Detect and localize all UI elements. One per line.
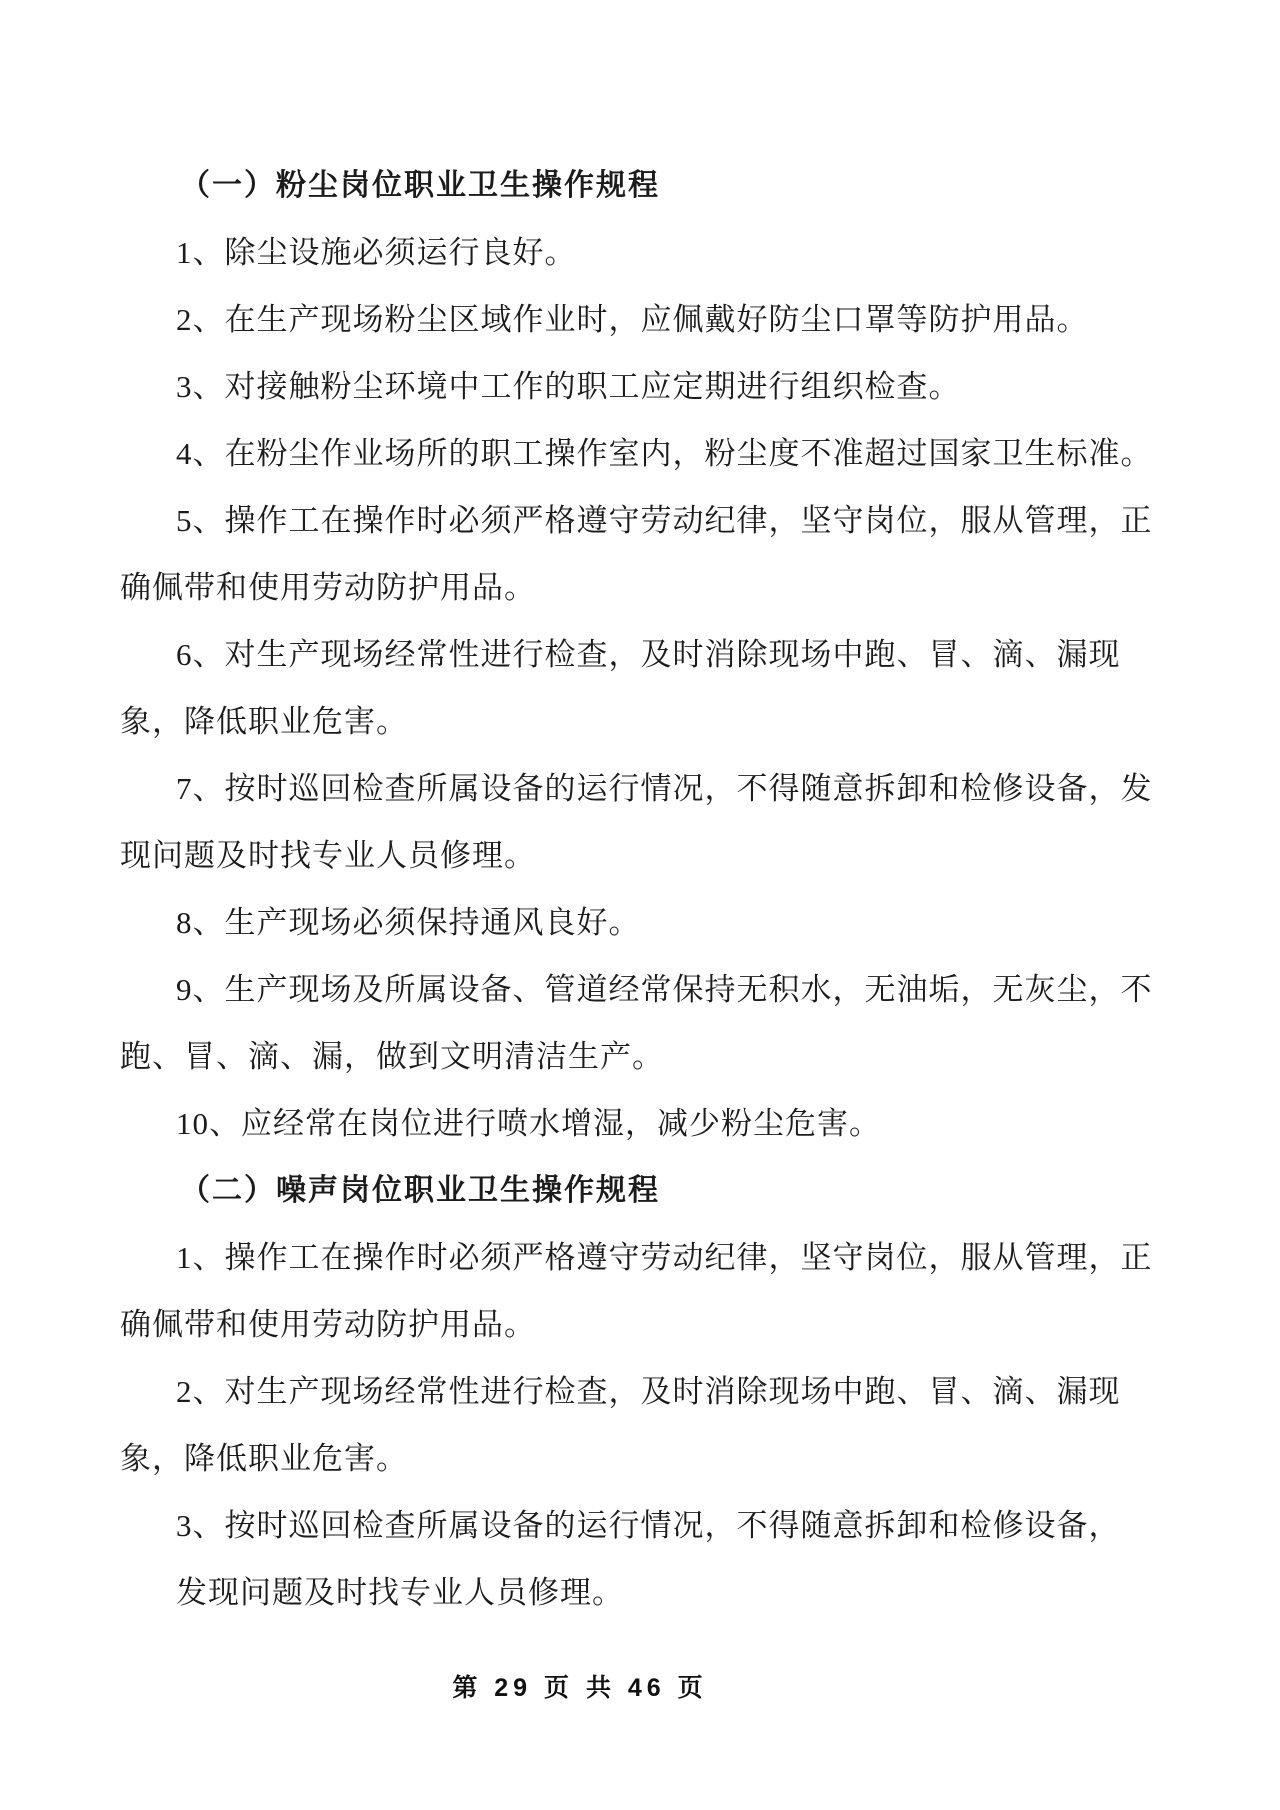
doc-line: 2、对生产现场经常性进行检查，及时消除现场中跑、冒、滴、漏现 <box>176 1374 1121 1409</box>
doc-line: 1、操作工在操作时必须严格遵守劳动纪律，坚守岗位，服从管理，正 <box>176 1240 1153 1275</box>
section-1-heading: （一）粉尘岗位职业卫生操作规程 <box>180 169 660 202</box>
doc-line: 象，降低职业危害。 <box>120 1441 408 1476</box>
doc-line: 确佩带和使用劳动防护用品。 <box>120 1307 536 1342</box>
doc-line: 1、除尘设施必须运行良好。 <box>176 235 577 270</box>
doc-line: 2、在生产现场粉尘区域作业时，应佩戴好防尘口罩等防护用品。 <box>176 302 1089 337</box>
page-number-footer: 第 29 页 共 46 页 <box>452 1674 708 1702</box>
doc-line: 确佩带和使用劳动防护用品。 <box>120 570 536 605</box>
page-footer-row <box>0 1668 1160 1704</box>
doc-line: 现问题及时找专业人员修理。 <box>120 838 536 873</box>
doc-line: 9、生产现场及所属设备、管道经常保持无积水，无油垢，无灰尘，不 <box>176 972 1153 1007</box>
doc-line: 4、在粉尘作业场所的职工操作室内，粉尘度不准超过国家卫生标准。 <box>176 436 1153 471</box>
doc-line: 3、按时巡回检查所属设备的运行情况，不得随意拆卸和检修设备， <box>176 1508 1121 1543</box>
doc-line: 5、操作工在操作时必须严格遵守劳动纪律，坚守岗位，服从管理，正 <box>176 503 1153 538</box>
doc-line: 7、按时巡回检查所属设备的运行情况，不得随意拆卸和检修设备，发 <box>176 771 1153 806</box>
document-body <box>120 152 1153 1626</box>
doc-line: 跑、冒、滴、漏，做到文明清洁生产。 <box>120 1039 664 1074</box>
doc-line: 8、生产现场必须保持通风良好。 <box>176 905 641 940</box>
doc-line: 10、应经常在岗位进行喷水增湿，减少粉尘危害。 <box>176 1106 881 1141</box>
doc-line: 发现问题及时找专业人员修理。 <box>176 1575 624 1610</box>
doc-line: 3、对接触粉尘环境中工作的职工应定期进行组织检查。 <box>176 369 961 404</box>
doc-line: 6、对生产现场经常性进行检查，及时消除现场中跑、冒、滴、漏现 <box>176 637 1121 672</box>
doc-line: 象，降低职业危害。 <box>120 704 408 739</box>
section-2-heading: （二）噪声岗位职业卫生操作规程 <box>180 1174 660 1207</box>
